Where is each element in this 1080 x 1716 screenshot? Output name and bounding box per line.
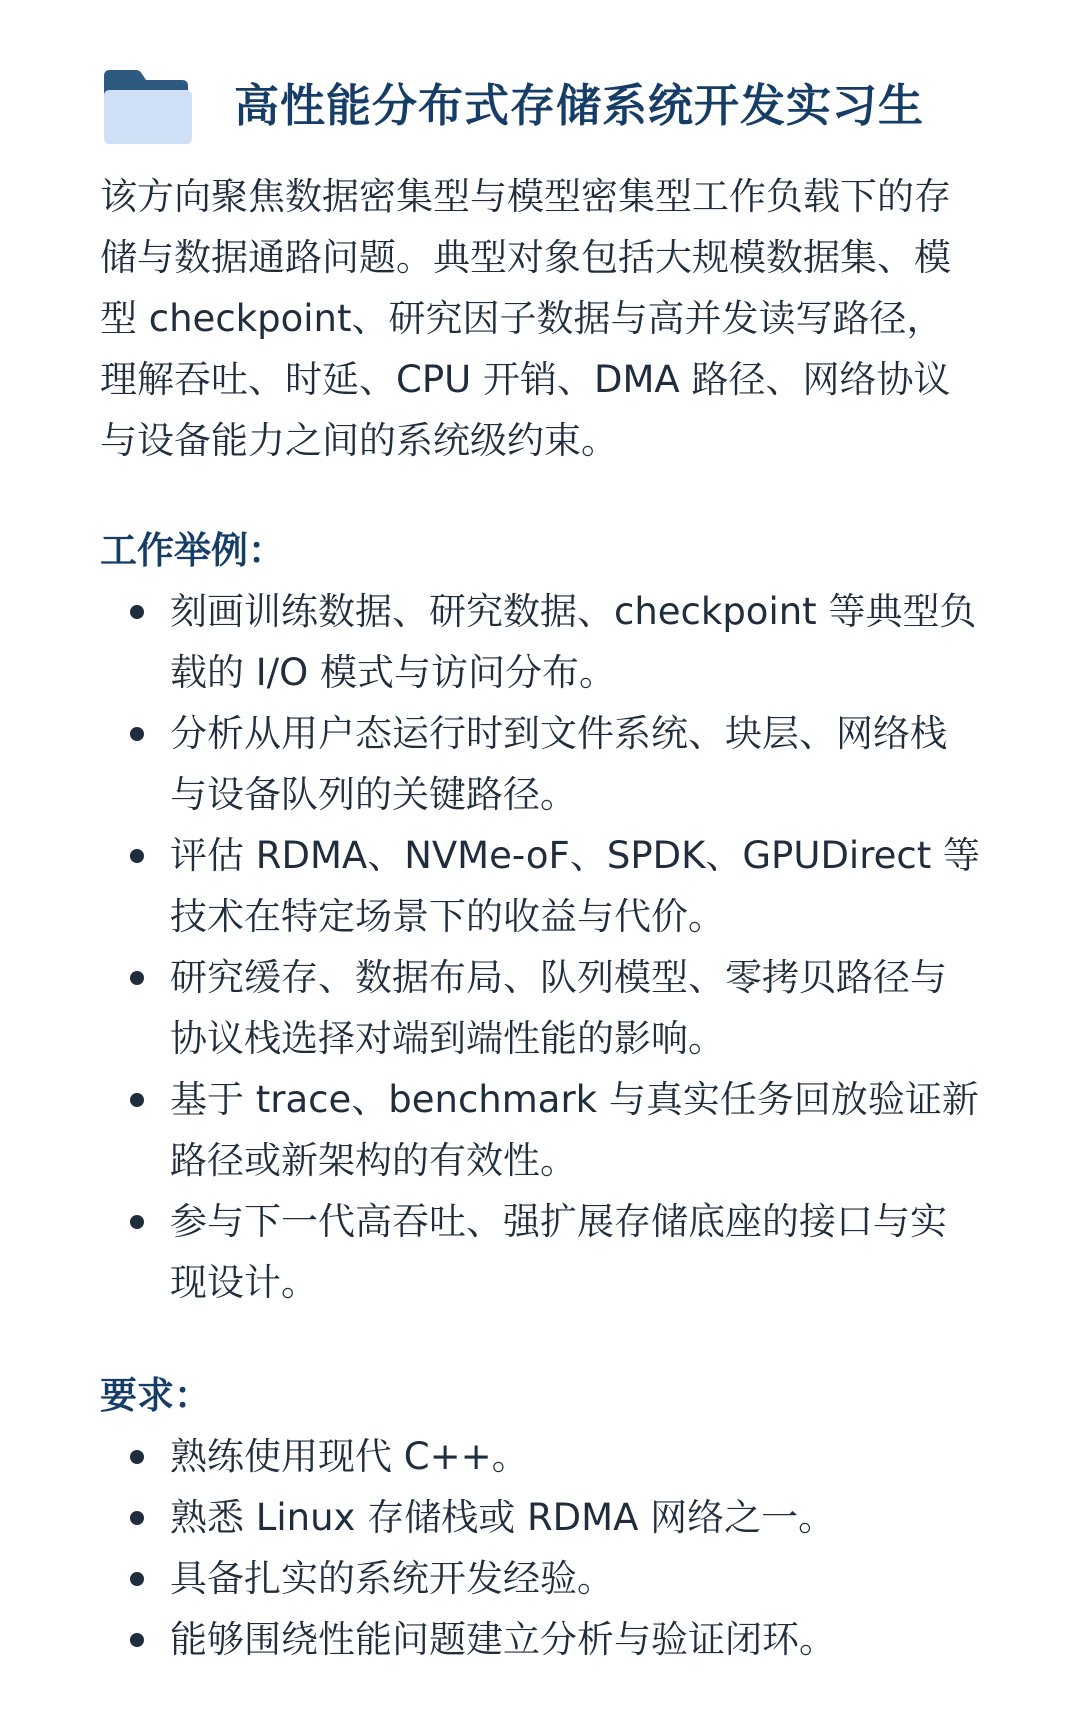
list-item	[170, 947, 980, 1069]
list-item-text: 刻画训练数据、研究数据、checkpoint 等典型负载的 I/O 模式与访问分布。	[170, 590, 977, 694]
list-item	[170, 703, 980, 825]
list-item	[170, 1548, 980, 1609]
examples-list	[100, 581, 980, 1313]
list-item-text: 能够围绕性能问题建立分析与验证闭环。	[170, 1618, 836, 1661]
list-item-text: 熟练使用现代 C++。	[170, 1435, 529, 1478]
bullet-icon	[130, 1093, 144, 1107]
requirements-list	[100, 1426, 980, 1670]
list-item	[170, 1487, 980, 1548]
page-title: 高性能分布式存储系统开发实习生	[234, 79, 925, 132]
bullet-icon	[130, 1511, 144, 1525]
list-item-text: 参与下一代高吞吐、强扩展存储底座的接口与实现设计。	[170, 1200, 947, 1304]
list-item	[170, 1426, 980, 1487]
header	[100, 56, 980, 156]
folder-icon	[100, 66, 196, 146]
list-item-text: 具备扎实的系统开发经验。	[170, 1557, 614, 1600]
intro-paragraph: 该方向聚焦数据密集型与模型密集型工作负载下的存储与数据通路问题。典型对象包括大规模数据集、模型 checkpoint、研究因子数据与高并发读写路径，理解吞吐、时延、CPU 开销、DMA 路径、网络协议与设备能力之间的系统级约束。	[100, 175, 951, 462]
list-item-text: 分析从用户态运行时到文件系统、块层、网络栈与设备队列的关键路径。	[170, 712, 947, 816]
list-item-text: 研究缓存、数据布局、队列模型、零拷贝路径与协议栈选择对端到端性能的影响。	[170, 956, 947, 1060]
bullet-icon	[130, 605, 144, 619]
bullet-icon	[130, 1572, 144, 1586]
bullet-icon	[130, 727, 144, 741]
bullet-icon	[130, 1215, 144, 1229]
bullet-icon	[130, 971, 144, 985]
list-item	[170, 1609, 980, 1670]
list-item-text: 基于 trace、benchmark 与真实任务回放验证新路径或新架构的有效性。	[170, 1078, 979, 1182]
list-item	[170, 1069, 980, 1191]
bullet-icon	[130, 1633, 144, 1647]
list-item	[170, 825, 980, 947]
examples-heading: 工作举例：	[100, 529, 285, 572]
list-item	[170, 1191, 980, 1313]
list-item-text: 熟悉 Linux 存储栈或 RDMA 网络之一。	[170, 1496, 836, 1539]
list-item	[170, 581, 980, 703]
requirements-heading: 要求：	[100, 1374, 211, 1417]
bullet-icon	[130, 849, 144, 863]
list-item-text: 评估 RDMA、NVMe-oF、SPDK、GPUDirect 等技术在特定场景下的收益与代价。	[170, 834, 980, 938]
bullet-icon	[130, 1450, 144, 1464]
